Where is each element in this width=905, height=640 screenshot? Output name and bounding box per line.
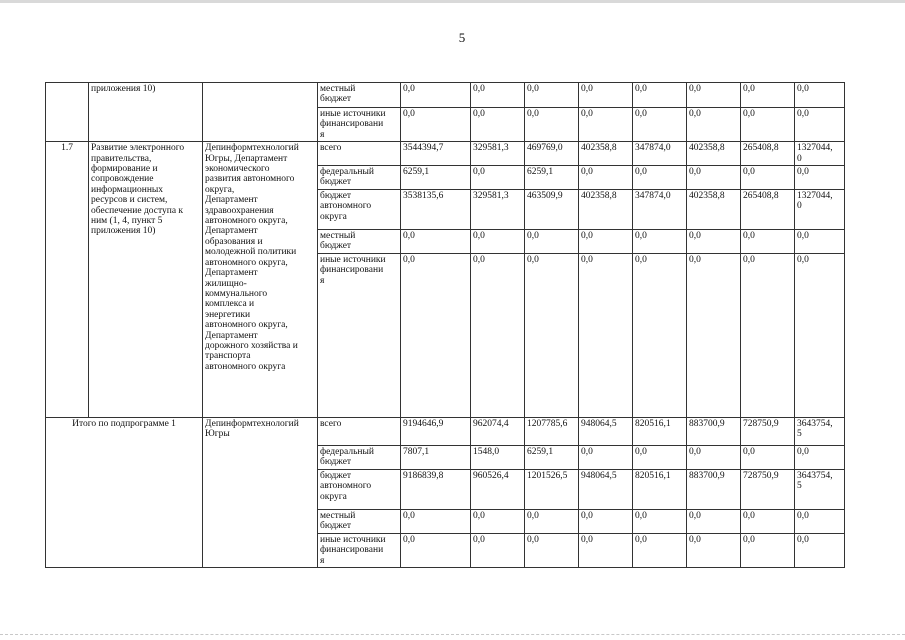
measure-name-cell: Развитие электронного правительства, формирование и сопровождение информационных ресурсов и систем, обеспечение доступа к ним (1, 4, пункт 5 приложения 10)	[89, 142, 203, 418]
page-number: 5	[458, 30, 466, 45]
value-cell: 820516,1	[633, 469, 687, 509]
value-cell: 0,0	[741, 445, 795, 469]
value-cell: 0,0	[525, 533, 579, 567]
value-cell: 9194646,9	[401, 417, 471, 445]
value-cell: 0,0	[579, 229, 633, 253]
budget-table	[45, 82, 845, 568]
value-cell: 0,0	[795, 253, 845, 417]
value-cell: 0,0	[525, 509, 579, 533]
funding-source-cell: бюджет автономного округа	[318, 469, 401, 509]
value-cell: 0,0	[633, 509, 687, 533]
value-cell: 7807,1	[401, 445, 471, 469]
executor-cell	[203, 83, 318, 142]
value-cell: 0,0	[401, 253, 471, 417]
value-cell: 0,0	[401, 533, 471, 567]
value-cell: 0,0	[687, 253, 741, 417]
value-cell: 0,0	[795, 166, 845, 190]
value-cell: 962074,4	[471, 417, 525, 445]
value-cell: 0,0	[471, 509, 525, 533]
funding-source-cell: федеральный бюджет	[318, 166, 401, 190]
value-cell: 0,0	[687, 166, 741, 190]
value-cell: 3643754, 5	[795, 417, 845, 445]
value-cell: 0,0	[687, 83, 741, 108]
funding-source-cell: местный бюджет	[318, 83, 401, 108]
value-cell: 883700,9	[687, 469, 741, 509]
value-cell: 0,0	[741, 509, 795, 533]
value-cell: 0,0	[741, 83, 795, 108]
value-cell: 883700,9	[687, 417, 741, 445]
value-cell: 0,0	[633, 83, 687, 108]
value-cell: 0,0	[687, 509, 741, 533]
value-cell: 960526,4	[471, 469, 525, 509]
value-cell: 0,0	[525, 83, 579, 108]
value-cell: 402358,8	[579, 189, 633, 229]
value-cell: 0,0	[795, 533, 845, 567]
funding-source-cell: местный бюджет	[318, 229, 401, 253]
table-row	[46, 142, 845, 166]
value-cell: 0,0	[525, 253, 579, 417]
value-cell: 0,0	[579, 166, 633, 190]
value-cell: 0,0	[401, 229, 471, 253]
funding-source-cell: иные источники финансировани я	[318, 108, 401, 142]
value-cell: 0,0	[633, 445, 687, 469]
value-cell: 469769,0	[525, 142, 579, 166]
value-cell: 6259,1	[401, 166, 471, 190]
table-row	[46, 83, 845, 108]
value-cell: 3538135,6	[401, 189, 471, 229]
value-cell: 0,0	[579, 445, 633, 469]
value-cell: 0,0	[741, 229, 795, 253]
value-cell: 0,0	[687, 108, 741, 142]
value-cell: 1201526,5	[525, 469, 579, 509]
value-cell: 0,0	[401, 509, 471, 533]
value-cell: 948064,5	[579, 417, 633, 445]
value-cell: 402358,8	[579, 142, 633, 166]
value-cell: 0,0	[525, 108, 579, 142]
value-cell: 0,0	[633, 253, 687, 417]
funding-source-cell: федеральный бюджет	[318, 445, 401, 469]
value-cell: 0,0	[633, 108, 687, 142]
value-cell: 0,0	[579, 509, 633, 533]
value-cell: 0,0	[633, 229, 687, 253]
value-cell: 0,0	[471, 533, 525, 567]
value-cell: 948064,5	[579, 469, 633, 509]
value-cell: 0,0	[525, 229, 579, 253]
value-cell: 347874,0	[633, 189, 687, 229]
value-cell: 1207785,6	[525, 417, 579, 445]
value-cell: 0,0	[471, 253, 525, 417]
value-cell: 6259,1	[525, 445, 579, 469]
value-cell: 6259,1	[525, 166, 579, 190]
value-cell: 0,0	[401, 83, 471, 108]
value-cell: 0,0	[687, 445, 741, 469]
executor-cell: Депинформтехнологий Югры	[203, 417, 318, 567]
value-cell: 0,0	[579, 108, 633, 142]
value-cell: 463509,9	[525, 189, 579, 229]
funding-source-cell: всего	[318, 142, 401, 166]
value-cell: 1327044, 0	[795, 189, 845, 229]
value-cell: 329581,3	[471, 189, 525, 229]
funding-source-cell: всего	[318, 417, 401, 445]
table-row	[46, 417, 845, 445]
value-cell: 0,0	[795, 509, 845, 533]
row-number-cell	[46, 83, 89, 142]
value-cell: 0,0	[401, 108, 471, 142]
value-cell: 329581,3	[471, 142, 525, 166]
value-cell: 0,0	[579, 253, 633, 417]
value-cell: 0,0	[795, 229, 845, 253]
value-cell: 0,0	[471, 229, 525, 253]
funding-source-cell: иные источники финансировани я	[318, 253, 401, 417]
value-cell: 1327044, 0	[795, 142, 845, 166]
measure-name-cell: приложения 10)	[89, 83, 203, 142]
value-cell: 9186839,8	[401, 469, 471, 509]
value-cell: 728750,9	[741, 469, 795, 509]
value-cell: 0,0	[633, 533, 687, 567]
executor-cell: Депинформтехнологий Югры, Департамент экономического развития автономного округа, Департамент здравоохранения автономного округа, Департамент образования и молодежной политики автономного округа, Департамент жилищно- коммунального комплекса и энергетики автономного округа, Департамент дорожного хозяйства и транспорта автономного округа	[203, 142, 318, 418]
value-cell: 1548,0	[471, 445, 525, 469]
value-cell: 0,0	[795, 445, 845, 469]
funding-source-cell: бюджет автономного округа	[318, 189, 401, 229]
row-number-cell: 1.7	[46, 142, 89, 418]
value-cell: 0,0	[741, 108, 795, 142]
value-cell: 0,0	[741, 533, 795, 567]
scan-edge-bottom	[0, 634, 905, 637]
value-cell: 347874,0	[633, 142, 687, 166]
value-cell: 402358,8	[687, 142, 741, 166]
scan-edge-top	[0, 0, 905, 3]
value-cell: 265408,8	[741, 142, 795, 166]
value-cell: 820516,1	[633, 417, 687, 445]
value-cell: 0,0	[687, 533, 741, 567]
value-cell: 0,0	[579, 533, 633, 567]
value-cell: 0,0	[471, 83, 525, 108]
funding-source-cell: иные источники финансировани я	[318, 533, 401, 567]
value-cell: 0,0	[579, 83, 633, 108]
value-cell: 728750,9	[741, 417, 795, 445]
value-cell: 0,0	[741, 166, 795, 190]
value-cell: 0,0	[633, 166, 687, 190]
value-cell: 0,0	[471, 166, 525, 190]
funding-source-cell: местный бюджет	[318, 509, 401, 533]
value-cell: 3643754, 5	[795, 469, 845, 509]
value-cell: 0,0	[795, 108, 845, 142]
value-cell: 0,0	[471, 108, 525, 142]
total-label-cell: Итого по подпрограмме 1	[46, 417, 203, 567]
value-cell: 0,0	[687, 229, 741, 253]
value-cell: 0,0	[795, 83, 845, 108]
value-cell: 402358,8	[687, 189, 741, 229]
value-cell: 0,0	[741, 253, 795, 417]
value-cell: 265408,8	[741, 189, 795, 229]
value-cell: 3544394,7	[401, 142, 471, 166]
